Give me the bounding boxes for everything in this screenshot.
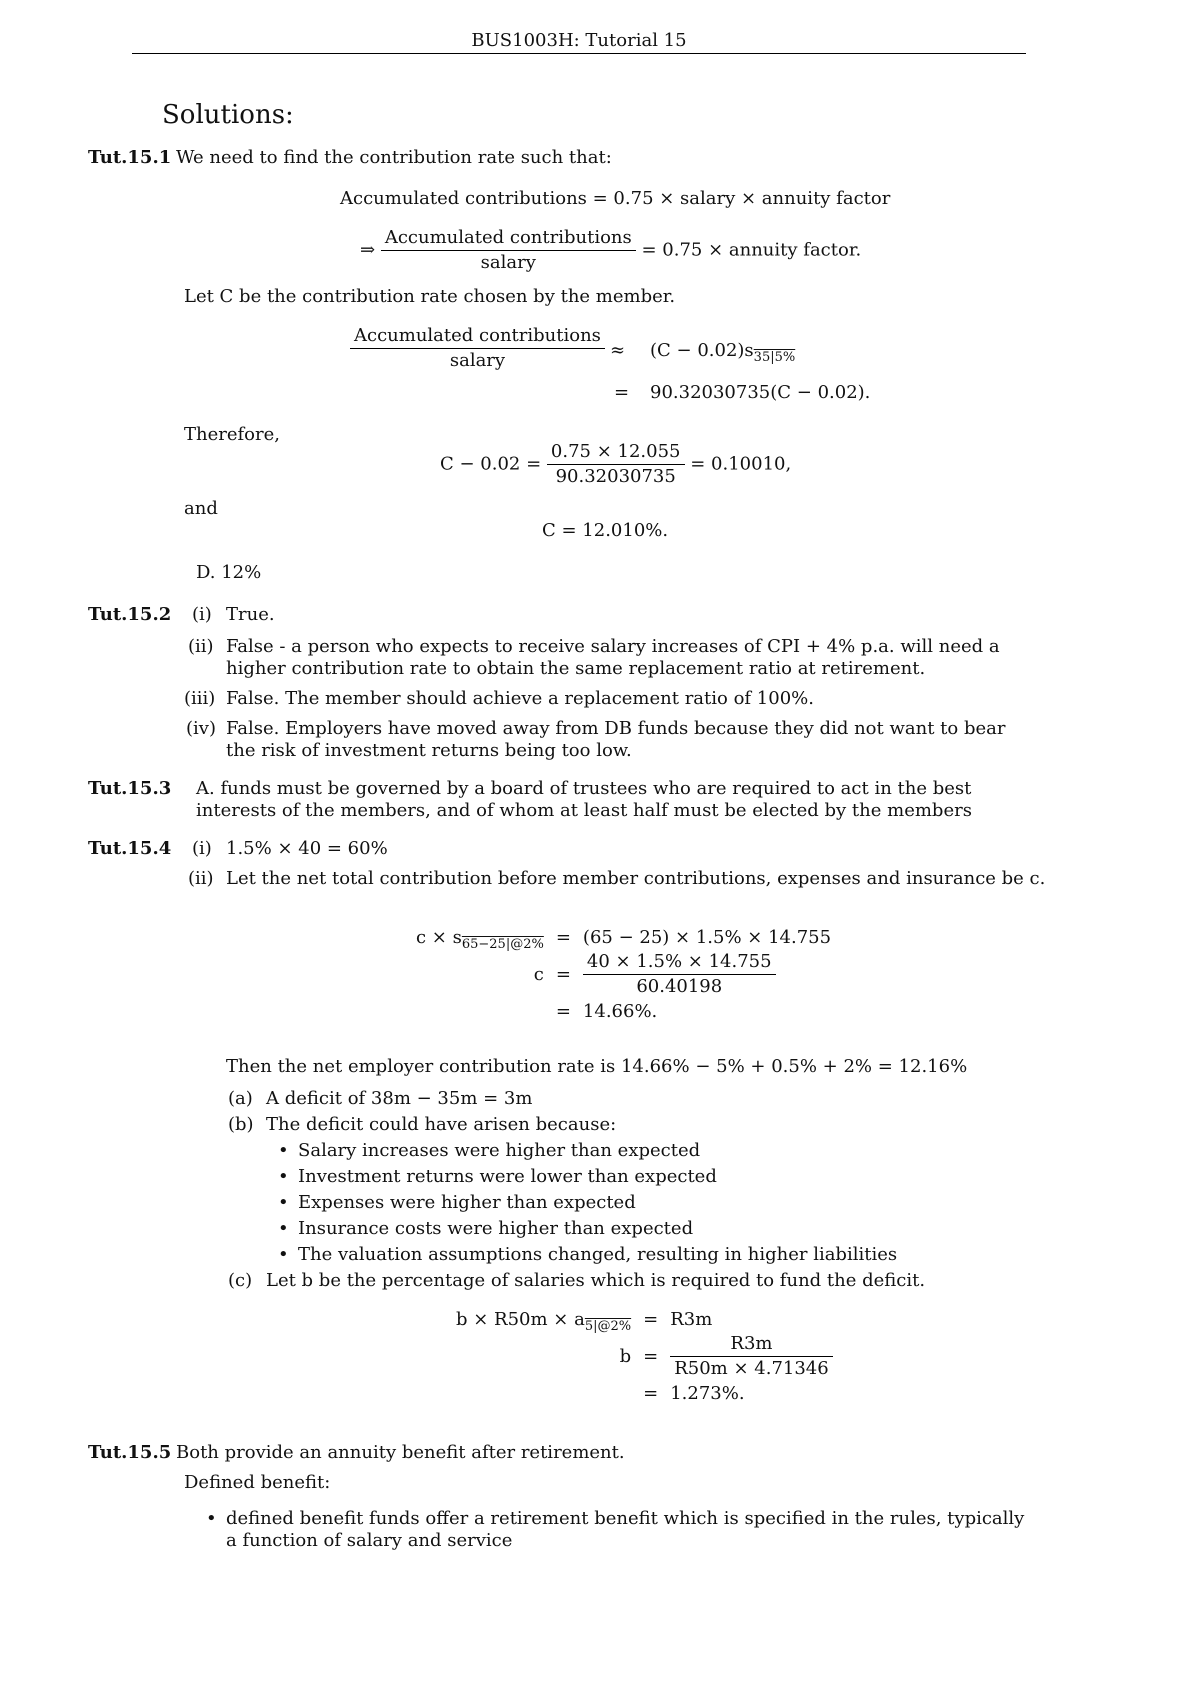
q4-eqB-rel: = — [555, 964, 571, 985]
q4-eqD-lhs: b × R50m × a — [456, 1309, 585, 1330]
q1-eq5: C = 12.010%. — [542, 520, 669, 541]
q4-eqD-rel: = — [643, 1309, 659, 1330]
q4-ii-num: (ii) — [188, 868, 214, 889]
q1-eq4-lhs: C − 0.02 = — [440, 453, 542, 475]
q4-equation-block — [410, 926, 837, 1023]
q2-item-text: True. — [226, 604, 275, 625]
q4-bullet-item: • Salary increases were higher than expected — [298, 1140, 700, 1161]
q4-eqE-rel: = — [643, 1346, 659, 1367]
header-rule — [132, 53, 1026, 54]
q1-eq3-num: Accumulated contributions — [350, 324, 605, 349]
q3-text: A. funds must be governed by a board of trustees who are required to act in the best interests of the members, and of whom at least half must be elected by the members — [196, 778, 972, 821]
q1-eq3-den: salary — [449, 350, 506, 371]
q1-eq1: Accumulated contributions = 0.75 × salary × annuity factor — [340, 188, 891, 209]
q4-eqF-rel: = — [643, 1383, 659, 1404]
q2-item-text: False - a person who expects to receive salary increases of CPI + 4% p.a. will need a higher contribution rate to obtain the same replacement ratio at retirement. — [226, 636, 1000, 679]
q1-eq4-num: 0.75 × 12.055 — [547, 440, 685, 465]
q4-eqD-sub: 5|@2% — [584, 1319, 632, 1334]
q1-eq3-sub: 35|5% — [753, 350, 796, 365]
section-title: Solutions: — [162, 100, 294, 130]
q5-sub: Defined benefit: — [184, 1472, 331, 1493]
q4-i-text: 1.5% × 40 = 60% — [226, 838, 388, 859]
q4-eqF-rhs: 1.273%. — [670, 1383, 745, 1404]
q5-bullet-item: • defined benefit funds offer a retirement benefit which is specified in the rules, typically a function of salary and service — [226, 1508, 1026, 1552]
q4-b-text: The deficit could have arisen because: — [266, 1114, 617, 1135]
q1-eq3-rhs1 — [650, 340, 796, 365]
q2-item-num: (i) — [192, 604, 212, 625]
q4-label: Tut.15.4 — [88, 838, 172, 859]
q4-eqE-den: R50m × 4.71346 — [674, 1358, 829, 1379]
q4-eqC-rel: = — [555, 1001, 571, 1022]
q1-eq2 — [360, 226, 861, 275]
q4-eqC-rhs: 14.66%. — [582, 1001, 658, 1022]
q1-eq3-fraction — [350, 324, 605, 373]
q2-item-num: (iii) — [184, 688, 216, 709]
q5-intro: Both provide an annuity benefit after retirement. — [176, 1442, 625, 1463]
q1-therefore: Therefore, — [184, 424, 280, 445]
q4-bullet-item: • Expenses were higher than expected — [298, 1192, 636, 1213]
q4-deficit-equation-block — [450, 1308, 839, 1405]
q3-label: Tut.15.3 — [88, 778, 172, 799]
q4-b-num: (b) — [228, 1114, 254, 1135]
q1-eq3-rhs2: 90.32030735(C − 0.02). — [650, 382, 871, 403]
q4-ii-text: Let the net total contribution before member contributions, expenses and insurance be c. — [226, 868, 1046, 889]
q4-eqA-lhs: c × s — [416, 927, 462, 948]
q4-then: Then the net employer contribution rate is 14.66% − 5% + 0.5% + 2% = 12.16% — [226, 1056, 968, 1077]
q4-eqE-lhs: b — [619, 1346, 632, 1367]
q1-answer: D. 12% — [196, 562, 262, 583]
q1-eq2-den: salary — [480, 252, 536, 273]
q1-eq3-rel2: = — [614, 382, 630, 403]
q2-item-num: (ii) — [188, 636, 214, 657]
q4-eqA-rel: = — [555, 927, 571, 948]
q4-c-num: (c) — [228, 1270, 253, 1291]
q4-eqB-num: 40 × 1.5% × 14.755 — [583, 950, 776, 975]
q1-eq2-fraction — [381, 226, 636, 275]
running-header: BUS1003H: Tutorial 15 — [471, 30, 687, 51]
q1-eq3-rel1: ≈ — [610, 340, 626, 361]
q1-eq2-arrow: ⇒ — [360, 239, 376, 261]
q4-eqA-sub: 65−25|@2% — [461, 937, 544, 952]
q4-eqA-rhs: (65 − 25) × 1.5% × 14.755 — [582, 927, 832, 948]
q1-label: Tut.15.1 — [88, 147, 172, 168]
q1-eq2-num: Accumulated contributions — [381, 226, 636, 251]
q1-and: and — [184, 498, 218, 519]
q4-bullet-item: • Insurance costs were higher than expected — [298, 1218, 693, 1239]
q4-eqD-rhs: R3m — [670, 1309, 713, 1330]
q2-label: Tut.15.2 — [88, 604, 172, 625]
q1-eq4-rhs: = 0.10010, — [690, 453, 792, 475]
q2-item-text: False. Employers have moved away from DB funds because they did not want to bear the risk of investment returns being too low. — [226, 718, 1006, 761]
q1-eq3-rhs1-text: (C − 0.02)s — [650, 340, 754, 361]
q5-label: Tut.15.5 — [88, 1442, 172, 1463]
q4-eqB-lhs: c — [533, 964, 544, 985]
q4-bullet-item: • Investment returns were lower than expected — [298, 1166, 717, 1187]
q4-eqE-num: R3m — [670, 1332, 833, 1357]
q4-c-text: Let b be the percentage of salaries which is required to fund the deficit. — [266, 1270, 926, 1291]
q1-eq4-den: 90.32030735 — [555, 466, 676, 487]
q4-eqB-den: 60.40198 — [636, 976, 723, 997]
q1-let: Let C be the contribution rate chosen by the member. — [184, 286, 676, 307]
q2-item-text: False. The member should achieve a replacement ratio of 100%. — [226, 688, 814, 709]
q2-item-num: (iv) — [186, 718, 216, 739]
q4-a-text: A deficit of 38m − 35m = 3m — [266, 1088, 533, 1109]
q4-i-num: (i) — [192, 838, 212, 859]
q4-bullet-item: • The valuation assumptions changed, resulting in higher liabilities — [298, 1244, 897, 1265]
q1-intro: We need to find the contribution rate such that: — [176, 147, 612, 168]
q1-eq4 — [440, 440, 791, 489]
q1-eq2-rhs: = 0.75 × annuity factor. — [641, 239, 862, 261]
q4-a-num: (a) — [228, 1088, 253, 1109]
